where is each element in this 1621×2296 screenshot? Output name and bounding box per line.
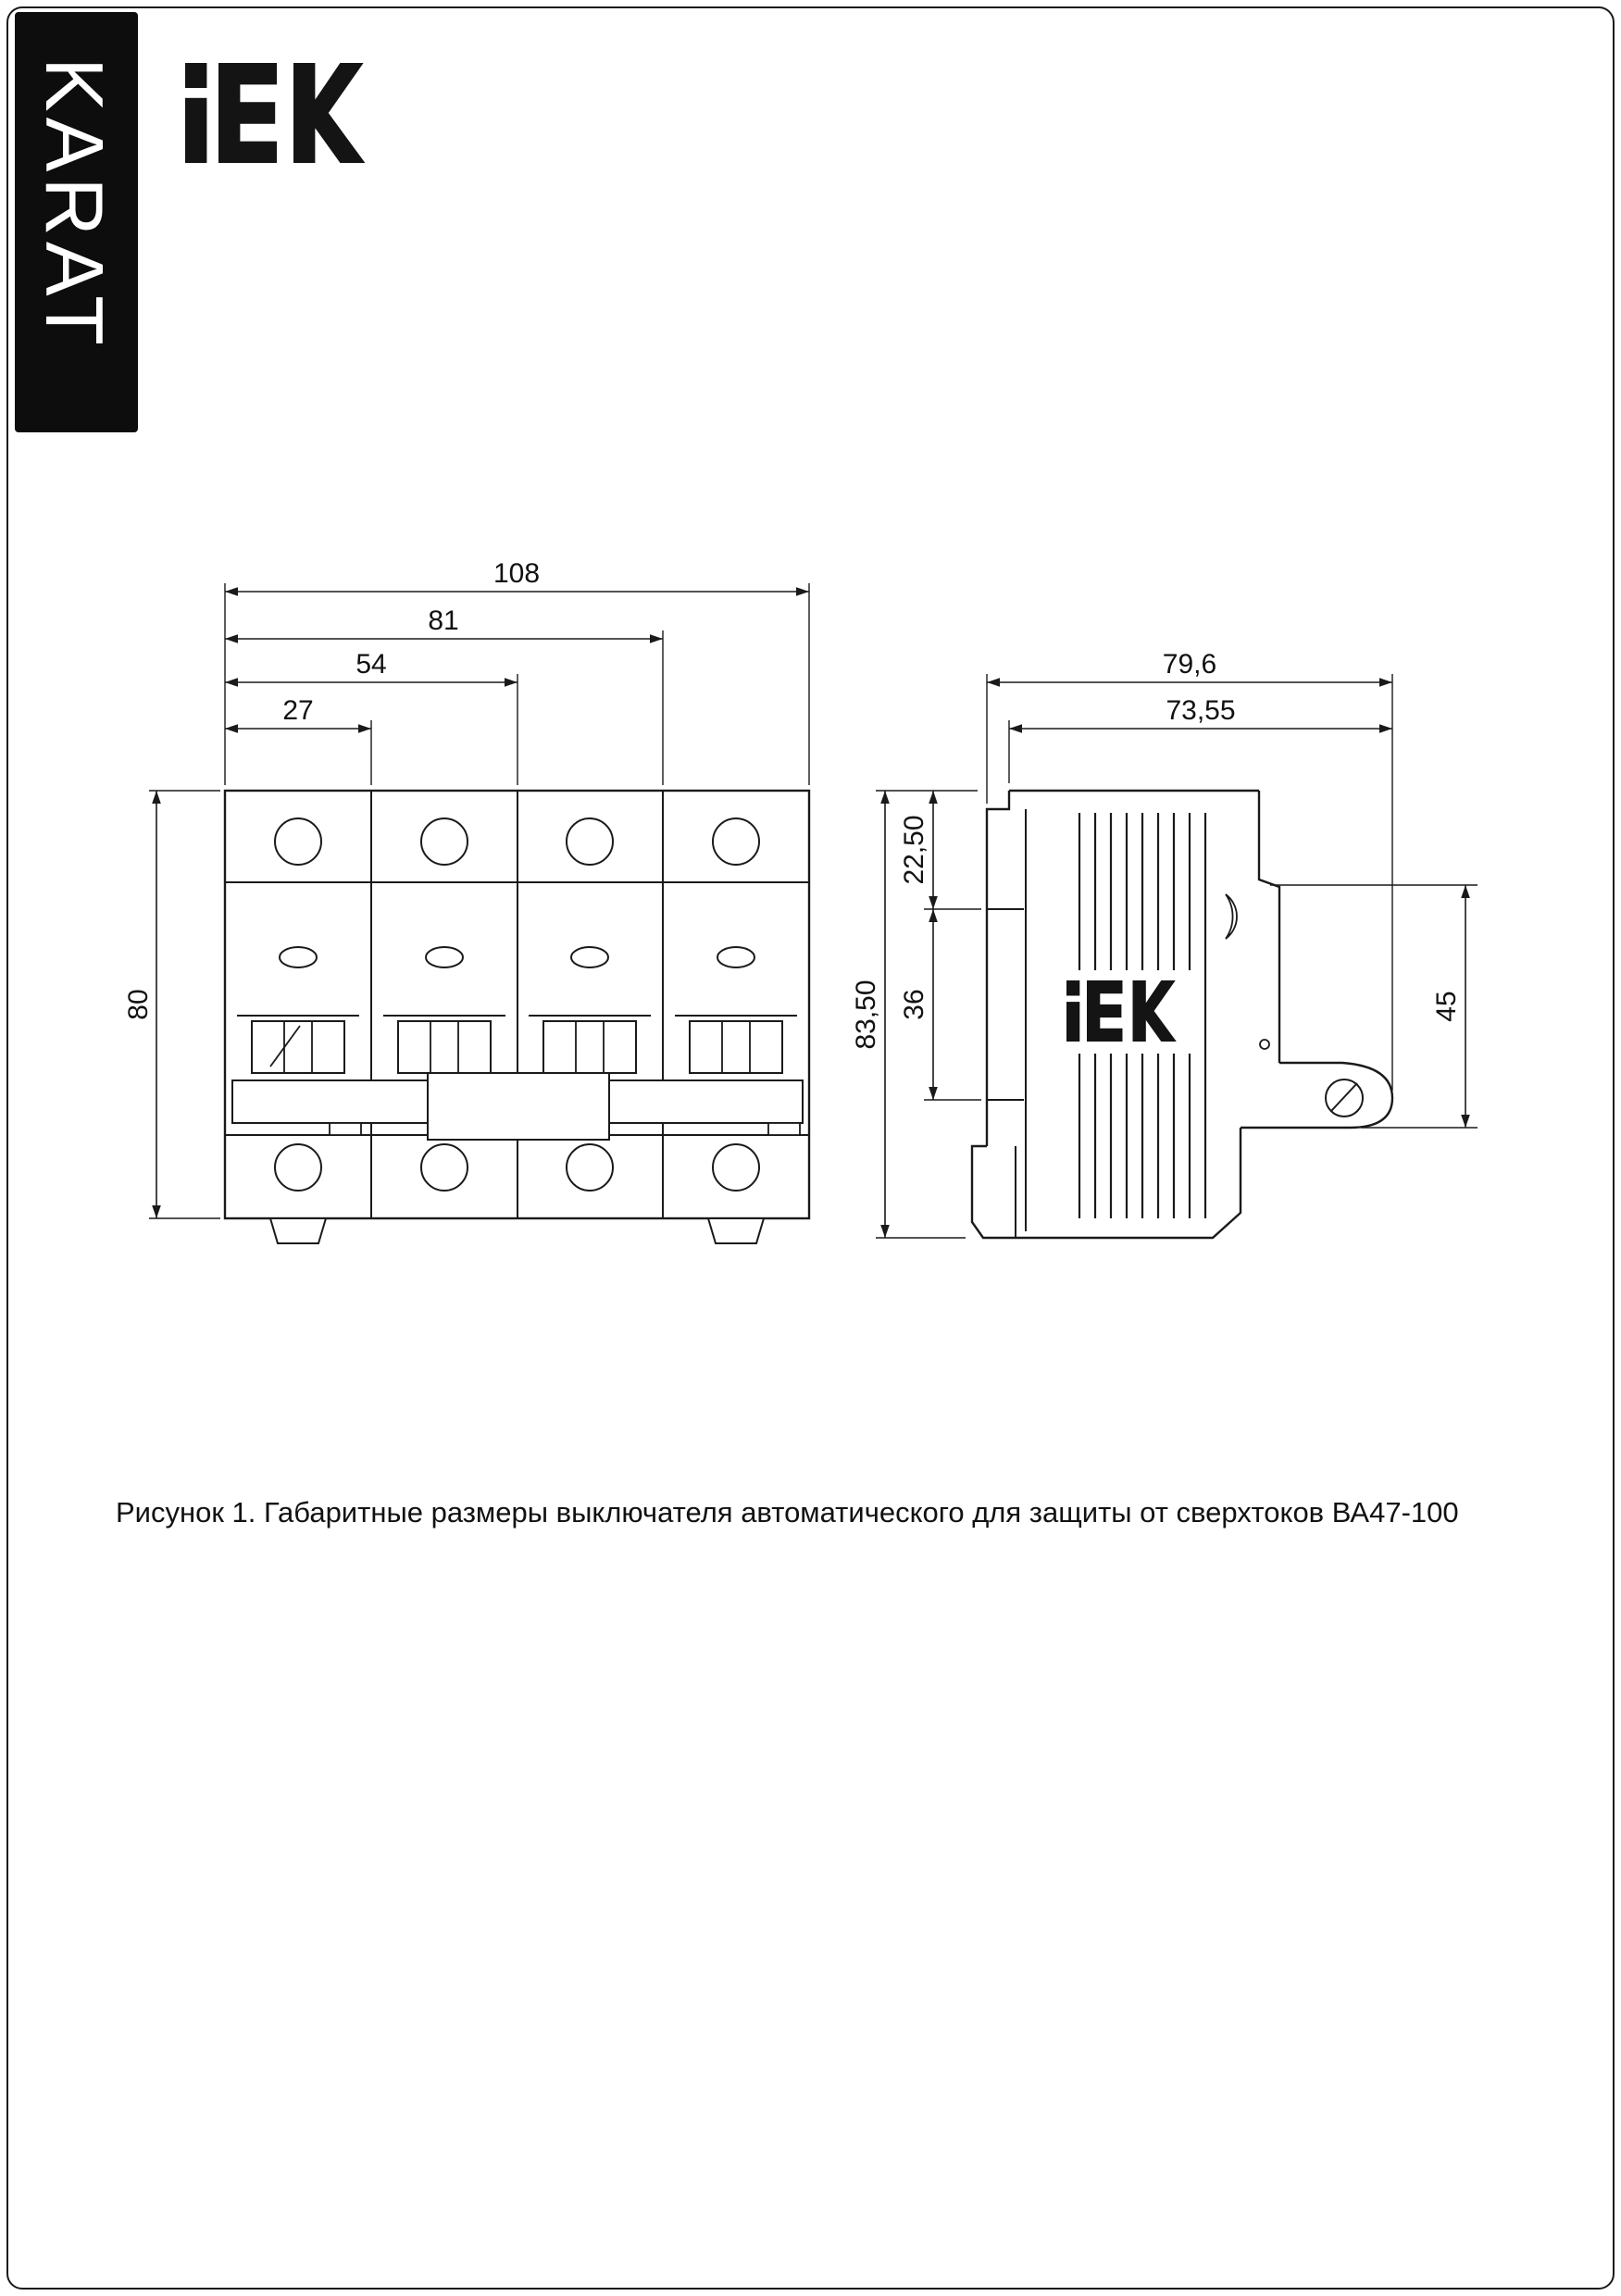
figure-caption: Рисунок 1. Габаритные размеры выключателя автоматического для защиты от сверхтоков ВА47-100 [116, 1496, 1459, 1529]
dim-label-73-55: 73,55 [1166, 695, 1236, 726]
side-view-dimensions [851, 649, 1478, 1238]
dim-label-27: 27 [282, 695, 314, 726]
side-front-face [987, 791, 1009, 1146]
dim-label-22-50: 22,50 [899, 815, 929, 885]
dim-label-36: 36 [899, 989, 929, 1020]
housing-crescent-detail [1226, 894, 1237, 939]
latch-screw-slot [1331, 1083, 1357, 1111]
tie-bar-plate [428, 1073, 609, 1140]
brand-logo-icon [185, 63, 365, 163]
din-rail-feet [270, 1218, 764, 1243]
dim-label-81: 81 [428, 605, 459, 636]
series-label: KARAT [29, 57, 120, 351]
dim-label-45: 45 [1431, 991, 1462, 1022]
side-view-drawing [972, 791, 1392, 1238]
terminal-notches [987, 909, 1024, 1100]
rear-face [1259, 791, 1279, 1063]
dim-label-54: 54 [355, 649, 387, 680]
dim-label-83-50: 83,50 [851, 980, 881, 1050]
dim-label-79-6: 79,6 [1162, 649, 1217, 680]
din-clip-bottom [972, 1128, 1241, 1238]
latch-pivot [1260, 1040, 1269, 1049]
dim-label-108: 108 [493, 558, 541, 589]
dim-label-80: 80 [123, 989, 154, 1020]
series-sidebar [15, 12, 138, 432]
din-latch [1241, 1063, 1392, 1128]
front-view-drawing [225, 791, 809, 1243]
